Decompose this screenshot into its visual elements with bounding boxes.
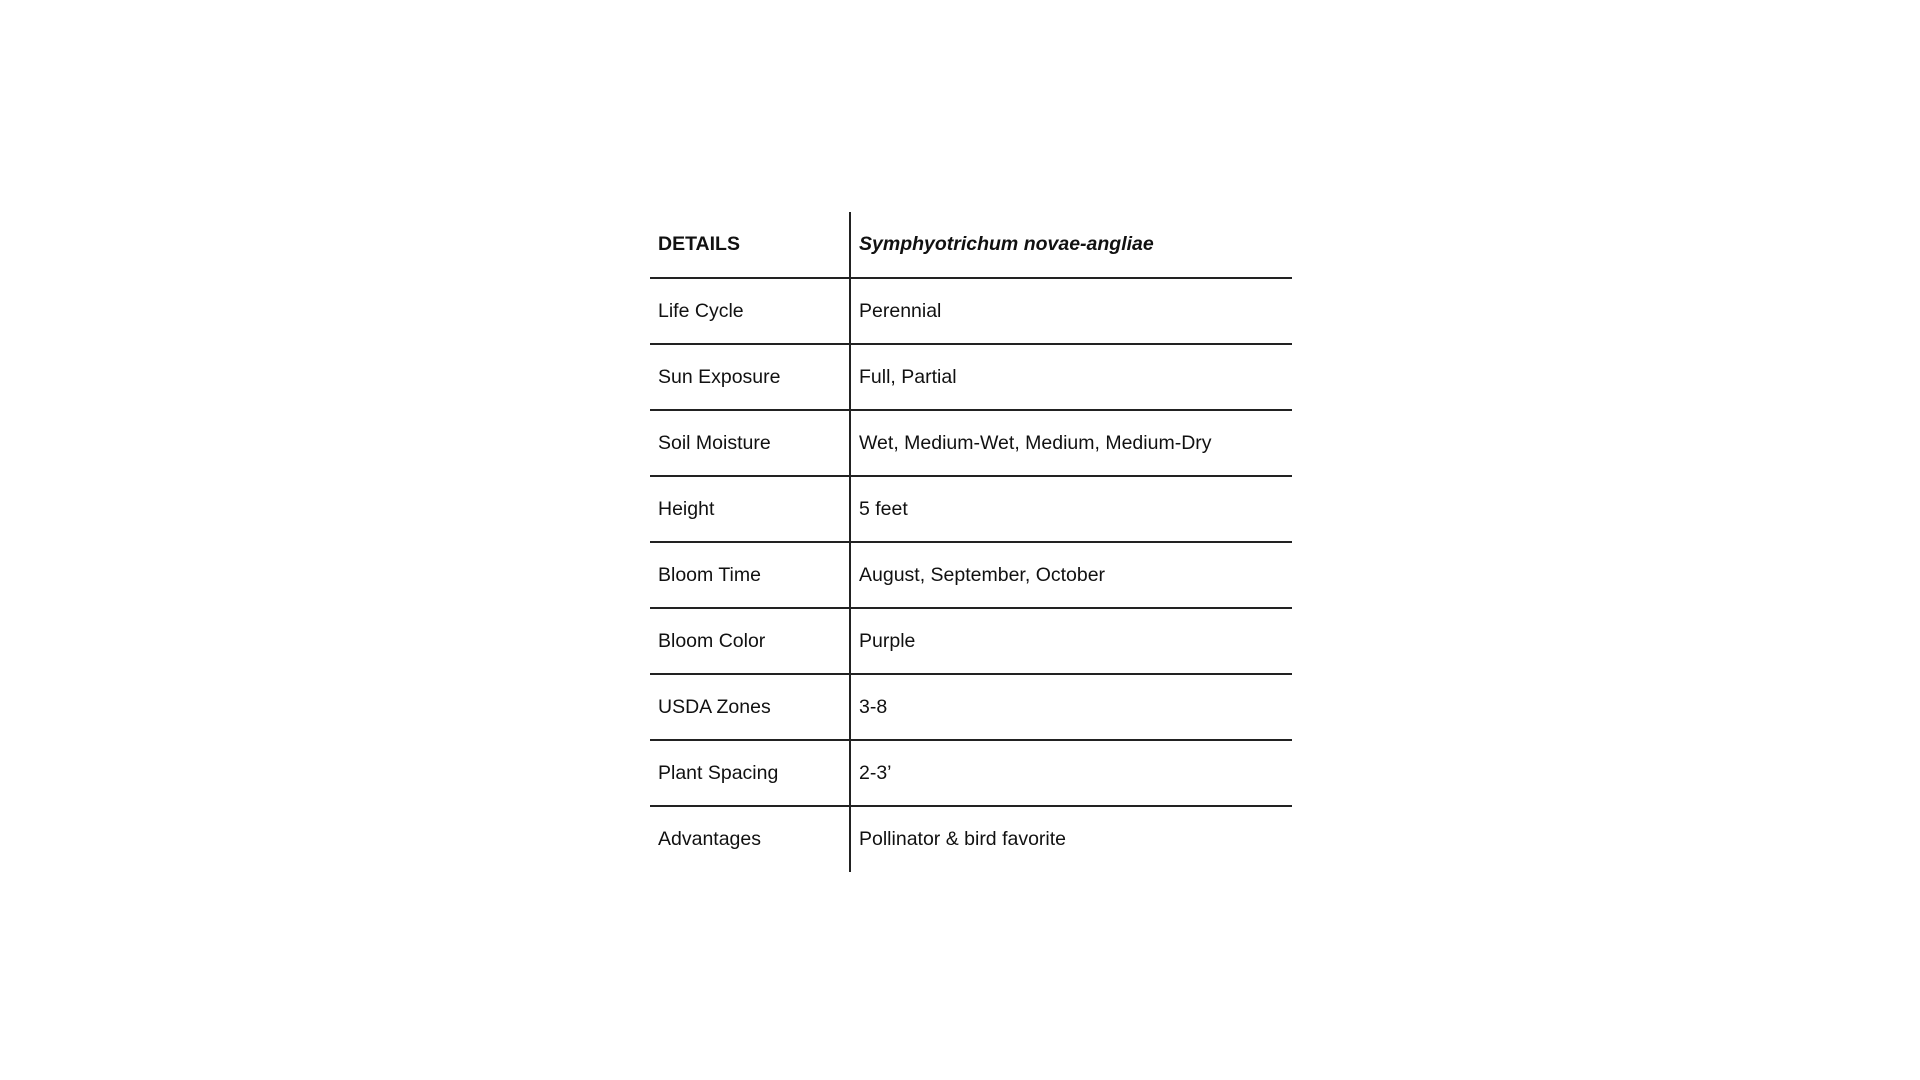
row-value: August, September, October [850, 542, 1292, 608]
row-label: Bloom Time [650, 542, 850, 608]
row-value: Wet, Medium-Wet, Medium, Medium-Dry [850, 410, 1292, 476]
table-row-sun-exposure [650, 344, 1292, 410]
row-label: Plant Spacing [650, 740, 850, 806]
row-label: Sun Exposure [650, 344, 850, 410]
table-row-life-cycle [650, 278, 1292, 344]
row-value: Pollinator & bird favorite [859, 828, 1067, 850]
table-header-row [650, 212, 1292, 278]
plant-details-sheet [650, 212, 1292, 872]
table-row-advantages [650, 806, 1292, 872]
row-value: 2-3’ [850, 740, 1292, 806]
row-value: Perennial [850, 278, 1292, 344]
row-label: Soil Moisture [650, 410, 850, 476]
row-label: USDA Zones [650, 674, 850, 740]
row-label: Bloom Color [650, 608, 850, 674]
plant-details-table [650, 212, 1292, 872]
table-row-bloom-time [650, 542, 1292, 608]
table-row-plant-spacing [650, 740, 1292, 806]
row-value: Full, Partial [850, 344, 1292, 410]
species-name: Symphyotrichum novae-angliae [850, 212, 1292, 278]
row-label: Life Cycle [650, 278, 850, 344]
row-label: Advantages [650, 806, 850, 872]
row-label: Height [650, 476, 850, 542]
header-label: DETAILS [650, 212, 850, 278]
row-value: 3-8 [850, 674, 1292, 740]
table-row-soil-moisture [650, 410, 1292, 476]
row-value: Purple [850, 608, 1292, 674]
table-row-height [650, 476, 1292, 542]
row-value: 5 feet [850, 476, 1292, 542]
table-row-usda-zones [650, 674, 1292, 740]
table-row-bloom-color [650, 608, 1292, 674]
